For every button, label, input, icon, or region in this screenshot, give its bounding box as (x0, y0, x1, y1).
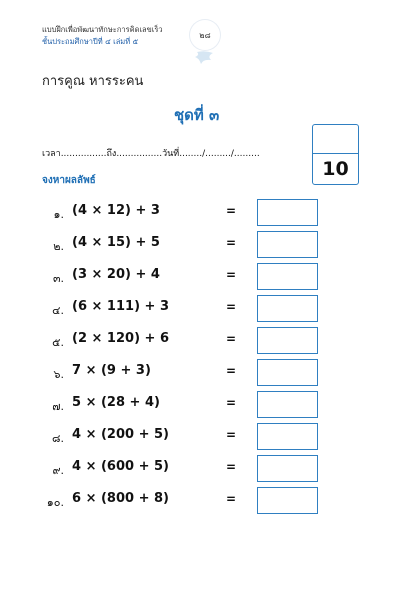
problem-expression: (3 × 20) + 4 (72, 267, 160, 282)
answer-box[interactable] (257, 487, 318, 514)
equals-sign: = (226, 300, 237, 314)
problem-number: ๕. (52, 336, 64, 349)
problem-expression: 7 × (9 + 3) (72, 363, 151, 378)
score-total: 10 (322, 158, 349, 180)
exercise-set-title: ชุดที่ ๓ (174, 106, 220, 124)
header-subtitle: ชั้นประถมศึกษาปีที่ ๔ เล่มที่ ๕ (42, 37, 139, 46)
problem-row (0, 455, 411, 483)
problem-expression: (6 × 111) + 3 (72, 299, 169, 314)
decorative-splash-icon (193, 50, 217, 66)
problem-row (0, 391, 411, 419)
equals-sign: = (226, 236, 237, 250)
problem-expression: (4 × 15) + 5 (72, 235, 160, 250)
problem-expression: 4 × (600 + 5) (72, 459, 169, 474)
answer-box[interactable] (257, 423, 318, 450)
answer-box[interactable] (257, 199, 318, 226)
answer-box[interactable] (257, 359, 318, 386)
problem-number: ๓. (52, 272, 64, 285)
worksheet-header (42, 24, 163, 48)
problem-number: ๗. (52, 400, 64, 413)
score-box (312, 124, 359, 185)
equals-sign: = (226, 204, 237, 218)
equals-sign: = (226, 492, 237, 506)
problem-row (0, 231, 411, 259)
problem-expression: 4 × (200 + 5) (72, 427, 169, 442)
problem-number: ๔. (52, 304, 64, 317)
problem-number: ๘. (52, 432, 64, 445)
instruction-text: จงหาผลลัพธ์ (42, 175, 96, 186)
problem-number: ๖. (53, 368, 64, 381)
header-title: แบบฝึกเพื่อพัฒนาทักษะการคิดเลขเร็ว (42, 25, 163, 34)
topic-title: การคูณ หารระคน (42, 74, 144, 89)
problem-number: ๙. (52, 464, 64, 477)
equals-sign: = (226, 332, 237, 346)
problem-number: ๑. (53, 208, 64, 221)
page-number-badge (190, 20, 220, 50)
problem-number: ๒. (53, 240, 64, 253)
score-field[interactable] (313, 125, 358, 154)
problem-expression: 6 × (800 + 8) (72, 491, 169, 506)
problem-expression: 5 × (28 + 4) (72, 395, 160, 410)
equals-sign: = (226, 428, 237, 442)
answer-box[interactable] (257, 391, 318, 418)
answer-box[interactable] (257, 263, 318, 290)
answer-box[interactable] (257, 295, 318, 322)
answer-box[interactable] (257, 455, 318, 482)
problem-number: ๑๐. (46, 496, 64, 509)
problem-row (0, 327, 411, 355)
problem-row (0, 359, 411, 387)
equals-sign: = (226, 396, 237, 410)
equals-sign: = (226, 268, 237, 282)
problem-row (0, 423, 411, 451)
page-number: ๒๘ (199, 30, 211, 40)
problem-row (0, 263, 411, 291)
problem-expression: (2 × 120) + 6 (72, 331, 169, 346)
problem-row (0, 487, 411, 515)
problem-row (0, 295, 411, 323)
answer-box[interactable] (257, 231, 318, 258)
answer-box[interactable] (257, 327, 318, 354)
time-date-line: เวลา................ถึง................วันที่......../........./......... (42, 149, 260, 159)
equals-sign: = (226, 364, 237, 378)
problem-expression: (4 × 12) + 3 (72, 203, 160, 218)
problem-row (0, 199, 411, 227)
equals-sign: = (226, 460, 237, 474)
